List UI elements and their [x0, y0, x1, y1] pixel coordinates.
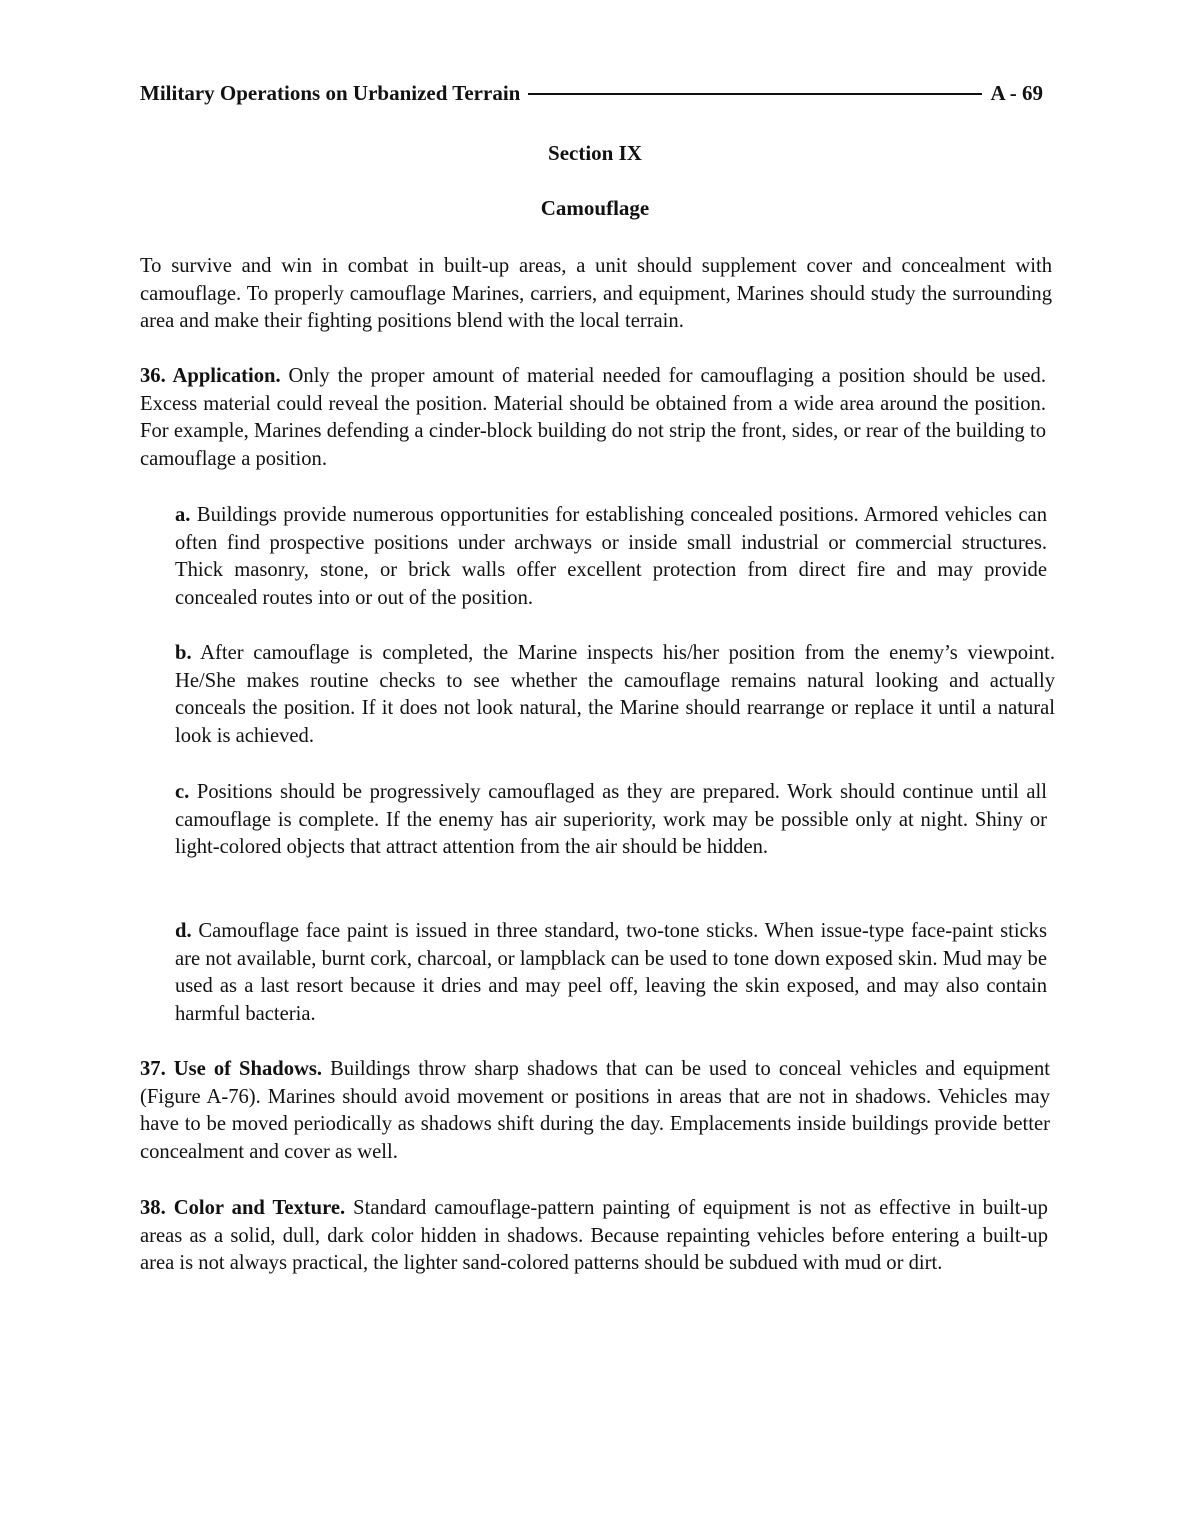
section-title: Camouflage [540, 196, 650, 220]
subparagraph-text: Positions should be progressively camouflaged as they are prepared. Work should continue until all camouflage is complete. If the enemy has air superiority, work may be possible only at night. Shiny or light-colored objects that attract attention from the air should be hidden. [175, 781, 1047, 859]
subparagraph-label: b. [175, 642, 192, 664]
subparagraph-a [175, 502, 1047, 613]
paragraph-36 [140, 363, 1046, 474]
intro-paragraph: To survive and win in combat in built-up areas, a unit should supplement cover and concealment with camouflage. To properly camouflage Marines, carriers, and equipment, Marines should study the surrounding area and make their fighting positions blend with the local terrain. [140, 255, 1052, 333]
paragraph-heading: 37. Use of Shadows. [140, 1058, 323, 1080]
page-header [140, 78, 1043, 108]
paragraph-heading: 36. Application. [140, 365, 281, 387]
paragraph-37 [140, 1056, 1050, 1167]
subparagraph-b [175, 640, 1055, 751]
document-title: Military Operations on Urbanized Terrain [140, 80, 521, 105]
section-number: Section IX [548, 141, 642, 165]
paragraph-heading: 38. Color and Texture. [140, 1197, 346, 1219]
header-rule [528, 93, 981, 95]
paragraph-38 [140, 1195, 1048, 1278]
paragraph-text: Buildings throw sharp shadows that can be used to conceal vehicles and equipment (Figure A-76). Marines should avoid movement or positions in areas that are not in shadows. Vehicles may have to be moved periodically as shadows shift during the day. Emplacements inside buildings provide better concealment and cover as well. [140, 1058, 1051, 1164]
subparagraph-label: c. [175, 781, 190, 803]
paragraph-text: Standard camouflage-pattern painting of equipment is not as effective in built-up areas as a solid, dull, dark color hidden in shadows. Because repainting vehicles before entering a built-up area is not always practical, the lighter sand-colored patterns should be subdued with mud or dirt. [140, 1197, 1048, 1275]
subparagraph-text: Buildings provide numerous opportunities for establishing concealed positions. Armored vehicles can often find prospective positions under archways or inside small industrial or commercial structures. Thick masonry, stone, or brick walls offer excellent protection from direct fire and may provide concealed routes into or out of the position. [175, 504, 1047, 610]
page-number: A - 69 [990, 80, 1043, 105]
subparagraph-d [175, 918, 1047, 1029]
subparagraph-text: After camouflage is completed, the Marine inspects his/her position from the enemy’s viewpoint. He/She makes routine checks to see whether the camouflage remains natural looking and actually conceals the position. If it does not look natural, the Marine should rearrange or replace it until a natural look is achieved. [175, 642, 1055, 748]
subparagraph-c [175, 779, 1047, 862]
subparagraph-text: Camouflage face paint is issued in three standard, two-tone sticks. When issue-type face-paint sticks are not available, burnt cork, charcoal, or lampblack can be used to tone down exposed skin. Mud may be used as a last resort because it dries and may peel off, leaving the skin exposed, and may also contain harmful bacteria. [175, 920, 1047, 1026]
paragraph-text: Only the proper amount of material needed for camouflaging a position should be used. Excess material could reveal the position. Material should be obtained from a wide area around the position. For example, Marines defending a cinder-block building do not strip the front, sides, or rear of the building to camouflage a position. [140, 365, 1046, 471]
subparagraph-label: d. [175, 920, 192, 942]
subparagraph-label: a. [175, 504, 191, 526]
